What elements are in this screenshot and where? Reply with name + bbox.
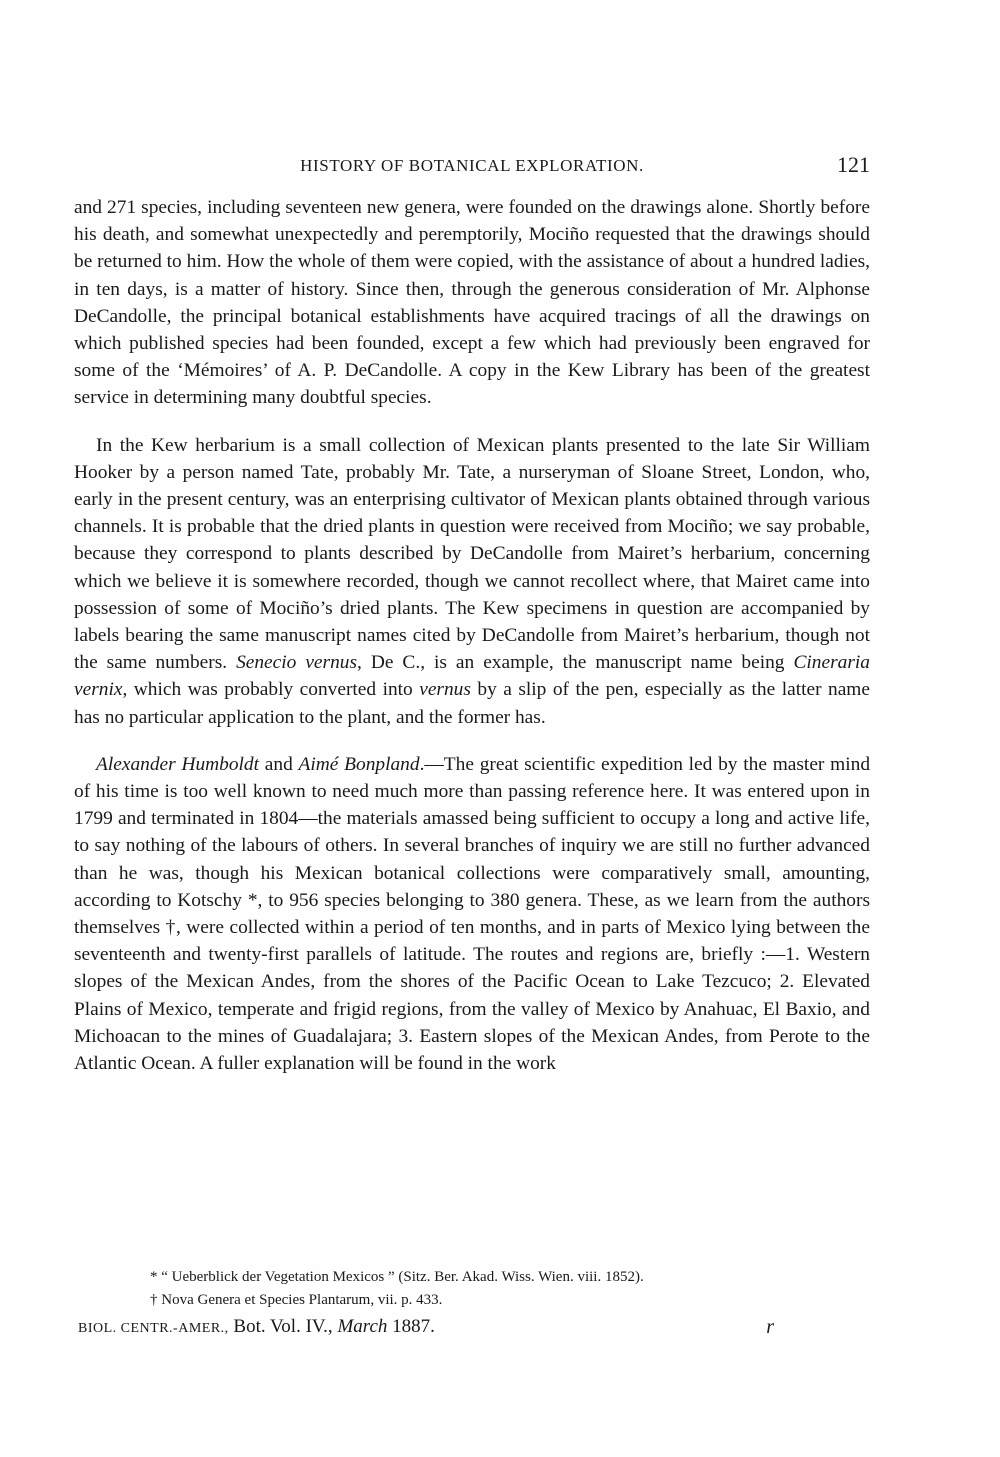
imprint <box>78 1316 435 1338</box>
footnotes <box>150 1266 870 1312</box>
running-head <box>74 152 870 182</box>
paragraph-2-text-4: by a slip of the pen, especially as the latter name has no particular application to the plant, and the former has. <box>74 679 870 728</box>
footnote-1: * “ Ueberblick der Vegetation Mexicos ” (Sitz. Ber. Akad. Wiss. Wien. viii. 1852). <box>150 1269 644 1285</box>
body-text <box>74 194 870 1097</box>
issue-year: 1887. <box>392 1316 435 1337</box>
species-name-cineraria-vernix: Cineraria vernix <box>74 652 870 701</box>
volume-label: Bot. Vol. IV., <box>233 1316 333 1337</box>
paragraph-2-text-2: , De C., is an example, the manuscript name being <box>357 652 785 674</box>
paragraph-3 <box>74 751 870 1077</box>
paragraph-2-text-3: , which was probably converted into <box>122 679 413 701</box>
person-name-bonpland: Aimé Bonpland <box>298 753 420 775</box>
paragraph-1: and 271 species, including seventeen new genera, were founded on the drawings alone. Shortly before his death, and somewhat unexpectedly and peremptorily, Mociño requested that the drawings should be returned to him. How the whole of them were copied, with the assistance of about a hundred ladies, in ten days, is a matter of history. Since then, through the generous consideration of Mr. Alphonse DeCandolle, the principal botanical establishments have acquired tracings of all the drawings on which published species had been founded, except a few which had previously been engraved for some of the ‘Mémoires’ of A. P. DeCandolle. A copy in the Kew Library has been of the greatest service in determining many doubtful species. <box>74 197 870 409</box>
paragraph-2-text-1: In the Kew herbarium is a small collection of Mexican plants presented to the late Sir William Hooker by a person named Tate, probably Mr. Tate, a nurseryman of Sloane Street, London, who, early in the present century, was an enterprising cultivator of Mexican plants obtained through various channels. It is probable that the dried plants in question were received from Mociño; we say probable, because they correspond to plants described by DeCandolle from Mairet’s herbarium, concerning which we believe it is somewhere recorded, though we cannot recollect where, that Mairet came into possession of some of Mociño’s dried plants. The Kew specimens in question are accompanied by labels bearing the same manuscript names cited by DeCandolle from Mairet’s herbarium, though not the same numbers. <box>74 434 870 674</box>
paragraph-2 <box>74 432 870 731</box>
person-name-humboldt: Alexander Humboldt <box>96 753 260 775</box>
running-title: HISTORY OF BOTANICAL EXPLORATION. <box>300 156 644 175</box>
footnote-2: † Nova Genera et Species Plantarum, vii. p. 433. <box>150 1292 443 1308</box>
signature-line <box>78 1316 870 1344</box>
series-abbreviation: BIOL. CENTR.-AMER., <box>78 1321 229 1336</box>
issue-month: March <box>337 1316 388 1337</box>
signature-mark: r <box>766 1316 774 1338</box>
species-name-senecio-vernus: Senecio vernus <box>236 652 358 674</box>
paragraph-3-text-1: and <box>264 753 293 775</box>
page-number: 121 <box>837 152 870 177</box>
paragraph-3-text-2: .—The great scientific expedition led by the master mind of his time is too well known to need much more than passing reference here. It was entered upon in 1799 and terminated in 1804—the materials amassed being sufficient to occupy a long and active life, to say nothing of the labours of others. In several branches of inquiry we are still no further advanced than he was, though his Mexican botanical collections were comparatively small, amounting, according to Kotschy *, to 956 species belonging to 380 genera. These, as we learn from the authors themselves †, were collected within a period of ten months, and in parts of Mexico lying between the seventeenth and twenty-first parallels of latitude. The routes and regions are, briefly :—1. Western slopes of the Mexican Andes, from the shores of the Pacific Ocean to Lake Tezcuco; 2. Elevated Plains of Mexico, temperate and frigid regions, from the valley of Mexico by Anahuac, El Baxio, and Michoacan to the mines of Guadalajara; 3. Eastern slopes of the Mexican Andes, from Perote to the Atlantic Ocean. A fuller explanation will be found in the work <box>74 753 871 1075</box>
species-name-vernus: vernus <box>419 679 471 701</box>
